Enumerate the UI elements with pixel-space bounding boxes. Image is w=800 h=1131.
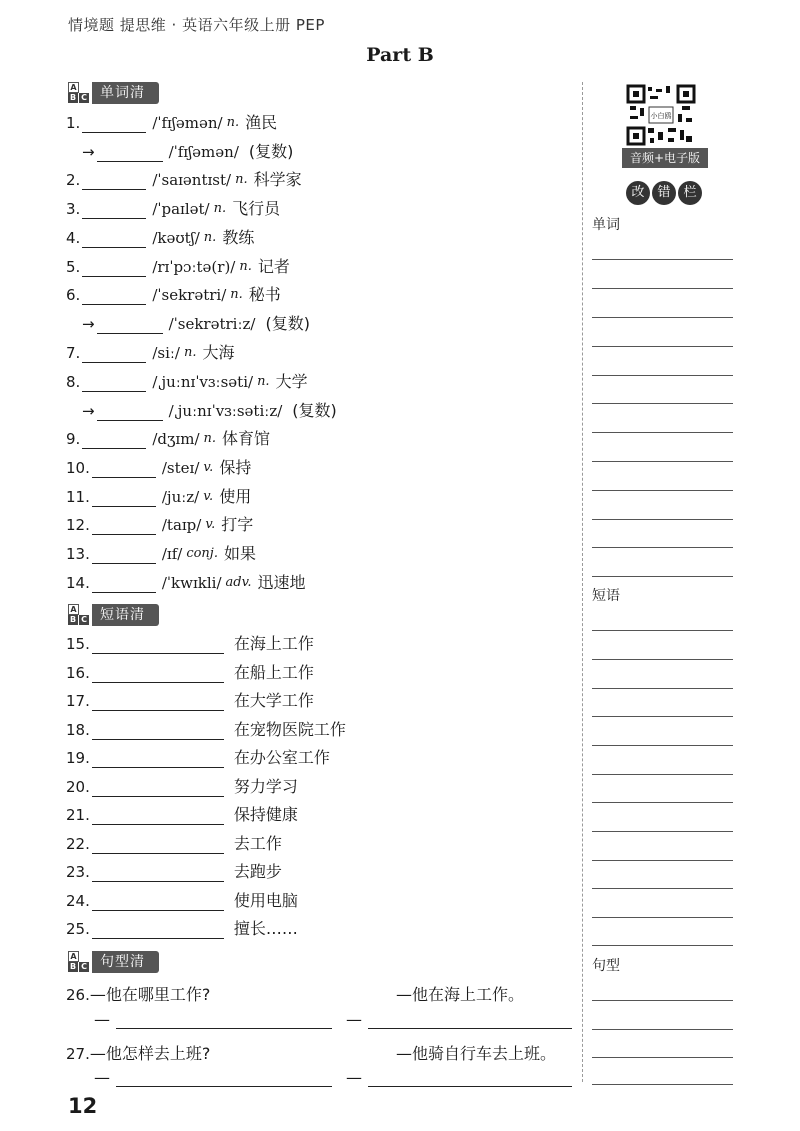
word-item: 10. /steɪ/ v. 保持 [66,458,252,477]
correction-line[interactable] [592,432,733,433]
answer-blank[interactable] [82,288,146,305]
section-label: 单词清 [92,82,159,104]
phrase-item: 21. 保持健康 [66,805,298,824]
answer-blank[interactable] [92,865,224,882]
correction-line[interactable] [592,1000,733,1001]
answer-blank[interactable] [82,231,146,248]
word-item: 1. /ˈfɪʃəmən/ n. 渔民 [66,113,278,132]
answer-blank[interactable] [82,346,146,363]
correction-line[interactable] [592,1057,733,1058]
correction-line[interactable] [592,403,733,404]
answer-line: — [94,1010,338,1029]
abc-icon: A B C [68,951,90,973]
qr-code-icon[interactable] [626,84,696,146]
word-item: 3. /ˈpaɪlət/ n. 飞行员 [66,199,281,218]
phrase-item: 25. 擅长…… [66,919,298,938]
correction-line[interactable] [592,461,733,462]
word-item: 6. /ˈsekrətri/ n. 秘书 [66,285,281,304]
answer-blank[interactable] [82,173,146,190]
correction-column-title: 改 错 栏 [626,181,702,205]
phrase-item: 19. 在办公室工作 [66,748,330,767]
correction-line[interactable] [592,1029,733,1030]
phrase-item: 23. 去跑步 [66,862,282,881]
answer-blank[interactable] [116,1070,332,1087]
phrase-item: 18. 在宠物医院工作 [66,720,346,739]
correction-line[interactable] [592,688,733,689]
answer-blank[interactable] [97,404,163,421]
section-badge-sentences [68,950,159,974]
correction-line[interactable] [592,917,733,918]
answer-blank[interactable] [92,723,224,740]
section-label: 短语清 [92,604,159,626]
phrase-item: 15. 在海上工作 [66,634,314,653]
answer-blank[interactable] [97,317,163,334]
running-header: 情境题 提思维 · 英语六年级上册 PEP [68,16,325,34]
answer-blank[interactable] [92,837,224,854]
answer-blank[interactable] [82,375,146,392]
word-item: 9. /dʒɪm/ n. 体育馆 [66,429,271,448]
correction-line[interactable] [592,317,733,318]
word-item: → /ˌjuːnɪˈvɜːsətiːz/ (复数) [82,401,337,420]
correction-line[interactable] [592,576,733,577]
word-item: 13. /ɪf/ conj. 如果 [66,544,256,563]
sentence-answer-prompt: —他在海上工作。 [396,985,525,1004]
answer-blank[interactable] [97,145,163,162]
page-number: 12 [68,1094,98,1118]
answer-blank[interactable] [92,666,224,683]
correction-line[interactable] [592,831,733,832]
answer-blank[interactable] [92,547,156,564]
answer-blank[interactable] [92,751,224,768]
answer-line: — [346,1010,578,1029]
sentence-item: 26.—他在哪里工作? [66,985,211,1004]
correction-line[interactable] [592,547,733,548]
answer-blank[interactable] [92,694,224,711]
word-item: 8. /ˌjuːnɪˈvɜːsəti/ n. 大学 [66,372,308,391]
word-item: 12. /taɪp/ v. 打字 [66,515,254,534]
correction-line[interactable] [592,288,733,289]
qr-logo-label: 小白鸥 [650,112,672,120]
sentence-answer-prompt: —他骑自行车去上班。 [396,1044,557,1063]
sidebar-label-sentences: 句型 [592,958,620,974]
answer-blank[interactable] [92,894,224,911]
answer-blank[interactable] [92,461,156,478]
section-badge-words [68,81,159,105]
answer-blank[interactable] [92,637,224,654]
word-item: 2. /ˈsaɪəntɪst/ n. 科学家 [66,170,302,189]
sentence-item: 27.—他怎样去上班? [66,1044,211,1063]
phrase-item: 16. 在船上工作 [66,663,314,682]
word-item: 5. /rɪˈpɔːtə(r)/ n. 记者 [66,257,290,276]
word-item: → /ˈsekrətriːz/ (复数) [82,314,310,333]
answer-line: — [94,1068,338,1087]
answer-blank[interactable] [82,260,146,277]
section-badge-phrases [68,603,159,627]
qr-caption: 音频+电子版 [622,148,708,168]
word-item: 11. /juːz/ v. 使用 [66,487,252,506]
phrase-item: 22. 去工作 [66,834,282,853]
answer-blank[interactable] [92,490,156,507]
answer-blank[interactable] [368,1070,572,1087]
column-divider [582,82,583,1082]
correction-line[interactable] [592,630,733,631]
phrase-item: 24. 使用电脑 [66,891,298,910]
answer-blank[interactable] [116,1012,332,1029]
answer-blank[interactable] [82,116,146,133]
correction-line[interactable] [592,716,733,717]
answer-line: — [346,1068,578,1087]
correction-line[interactable] [592,659,733,660]
word-item: 4. /kəʊtʃ/ n. 教练 [66,228,255,247]
answer-blank[interactable] [92,518,156,535]
word-item: 7. /siː/ n. 大海 [66,343,235,362]
correction-line[interactable] [592,519,733,520]
section-label: 句型清 [92,951,159,973]
answer-blank[interactable] [92,808,224,825]
abc-icon: A B C [68,82,90,104]
answer-blank[interactable] [92,780,224,797]
correction-line[interactable] [592,888,733,889]
answer-blank[interactable] [368,1012,572,1029]
answer-blank[interactable] [82,432,146,449]
abc-icon: A B C [68,604,90,626]
word-item: 14. /ˈkwɪkli/ adv. 迅速地 [66,573,306,592]
correction-line[interactable] [592,259,733,260]
correction-line[interactable] [592,375,733,376]
correction-line[interactable] [592,1084,733,1085]
phrase-item: 17. 在大学工作 [66,691,314,710]
word-item: → /ˈfɪʃəmən/ (复数) [82,142,294,161]
page-title: Part B [366,44,434,66]
correction-line[interactable] [592,860,733,861]
correction-line[interactable] [592,745,733,746]
answer-blank[interactable] [92,922,224,939]
correction-line[interactable] [592,346,733,347]
answer-blank[interactable] [92,576,156,593]
phrase-item: 20. 努力学习 [66,777,298,796]
correction-line[interactable] [592,774,733,775]
answer-blank[interactable] [82,202,146,219]
sidebar-label-words: 单词 [592,217,620,233]
correction-line[interactable] [592,490,733,491]
sidebar-label-phrases: 短语 [592,588,620,604]
correction-line[interactable] [592,802,733,803]
correction-line[interactable] [592,945,733,946]
